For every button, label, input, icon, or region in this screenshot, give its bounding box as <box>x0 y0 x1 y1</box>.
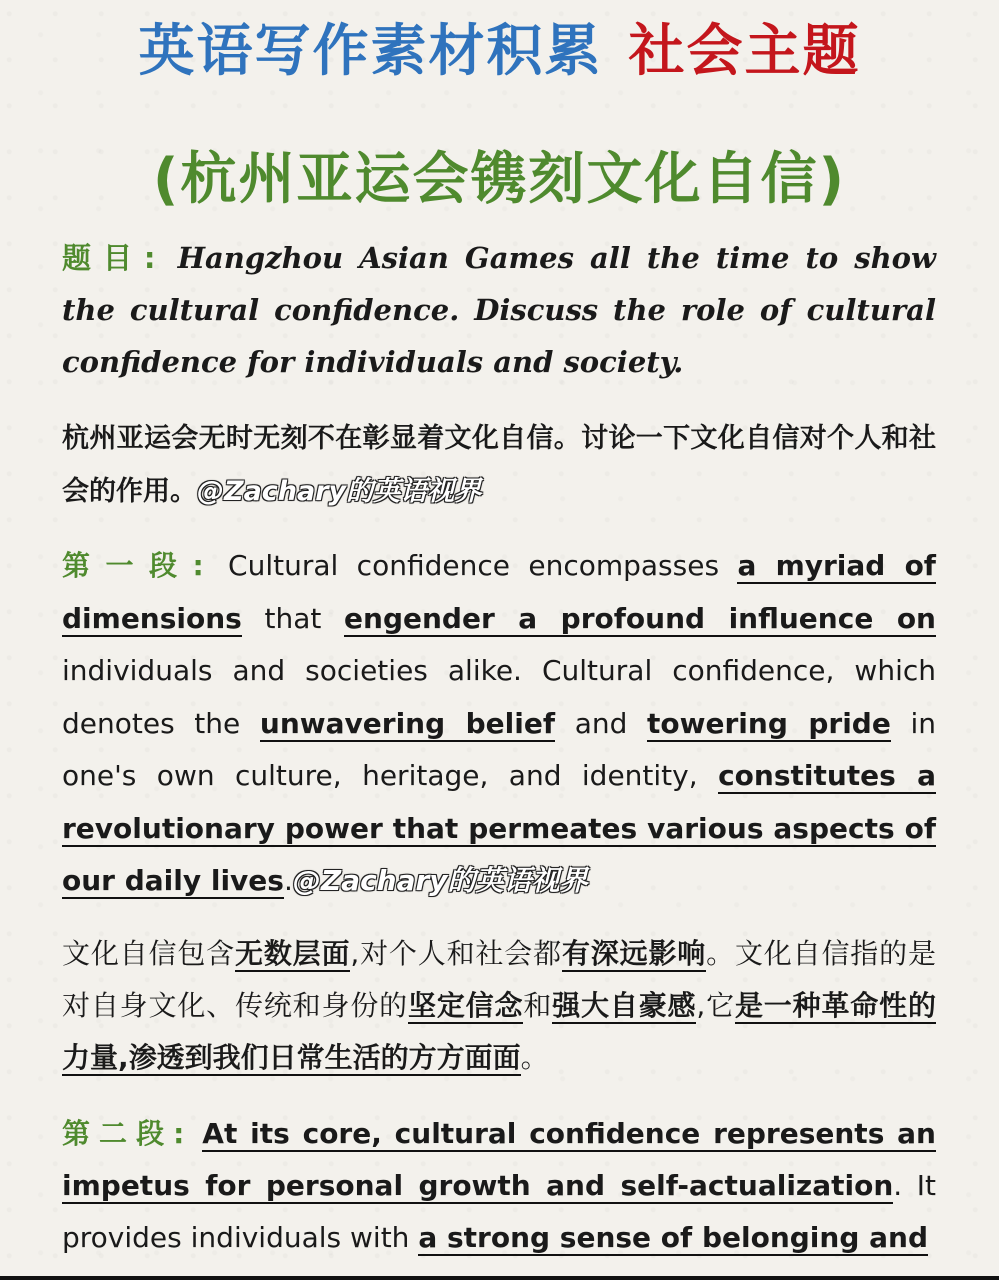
text-span: individuals and societies alike. Cultural confidence, which denotes the <box>62 654 936 740</box>
text-span: 。文化自信指的是对自身文化、传统和身份的 <box>62 937 936 1022</box>
phrase-highlight: 强大自豪感 <box>552 989 697 1022</box>
phrase-highlight: 坚定信念 <box>408 989 524 1022</box>
phrase-highlight: engender a profound influence on <box>344 601 936 635</box>
paragraph-1-label: 第一段: <box>62 549 210 582</box>
phrase-highlight: constitutes a revolutionary power that permeates various aspects of our daily lives <box>62 759 936 897</box>
text-span: 文化自信包含 <box>62 937 236 970</box>
text-span: ,它 <box>696 989 735 1022</box>
text-span: 。 <box>520 1041 549 1074</box>
bottom-border <box>0 1276 999 1280</box>
topic-chinese <box>62 412 936 518</box>
phrase-highlight: a strong sense of belonging and <box>418 1221 928 1254</box>
phrase-highlight: a myriad of dimensions <box>62 549 936 635</box>
phrase-highlight: At its core, cultural confidence represents an impetus for personal growth and self-actualization <box>62 1117 936 1202</box>
title-red: 社会主题 <box>628 19 861 84</box>
watermark: @Zachary的英语视界 <box>197 476 482 507</box>
paragraph-2-label: 第二段: <box>62 1117 191 1150</box>
page-subtitle: (杭州亚运会镌刻文化自信) <box>152 147 847 212</box>
text-span: in one's own culture, heritage, and identity, <box>62 706 937 792</box>
text-span: that <box>264 601 322 635</box>
topic-text: Hangzhou Asian Games all the time to show the cultural confidence. Discuss the role of cultural confidence for individuals and society. <box>62 241 936 379</box>
text-span: 和 <box>523 989 553 1022</box>
text-span: . It provides individuals with <box>62 1169 936 1254</box>
phrase-highlight: 有深远影响 <box>561 937 707 970</box>
title-blue: 英语写作素材积累 <box>138 19 603 84</box>
phrase-highlight: 是一种革命性的力量,渗透到我们日常生活的方方面面 <box>62 989 936 1074</box>
text-span: ,对个人和社会都 <box>350 937 562 970</box>
phrase-highlight: towering pride <box>647 706 891 740</box>
phrase-highlight: unwavering belief <box>259 706 556 740</box>
text-span: Cultural confidence encompasses <box>228 549 720 582</box>
text-span: . <box>283 864 293 897</box>
paragraph-1-chinese <box>62 928 936 1084</box>
phrase-highlight: 无数层面 <box>235 937 351 970</box>
topic-label: 题目: <box>62 241 162 275</box>
page-title <box>0 14 999 90</box>
watermark: @Zachary的英语视界 <box>292 864 588 897</box>
topic-paragraph <box>62 232 936 388</box>
topic-chinese-text: 杭州亚运会无时无刻不在彰显着文化自信。讨论一下文化自信对个人和社会的作用。 <box>62 423 936 507</box>
paragraph-1 <box>62 540 936 908</box>
paragraph-2 <box>62 1108 936 1264</box>
text-span: and <box>574 706 628 740</box>
